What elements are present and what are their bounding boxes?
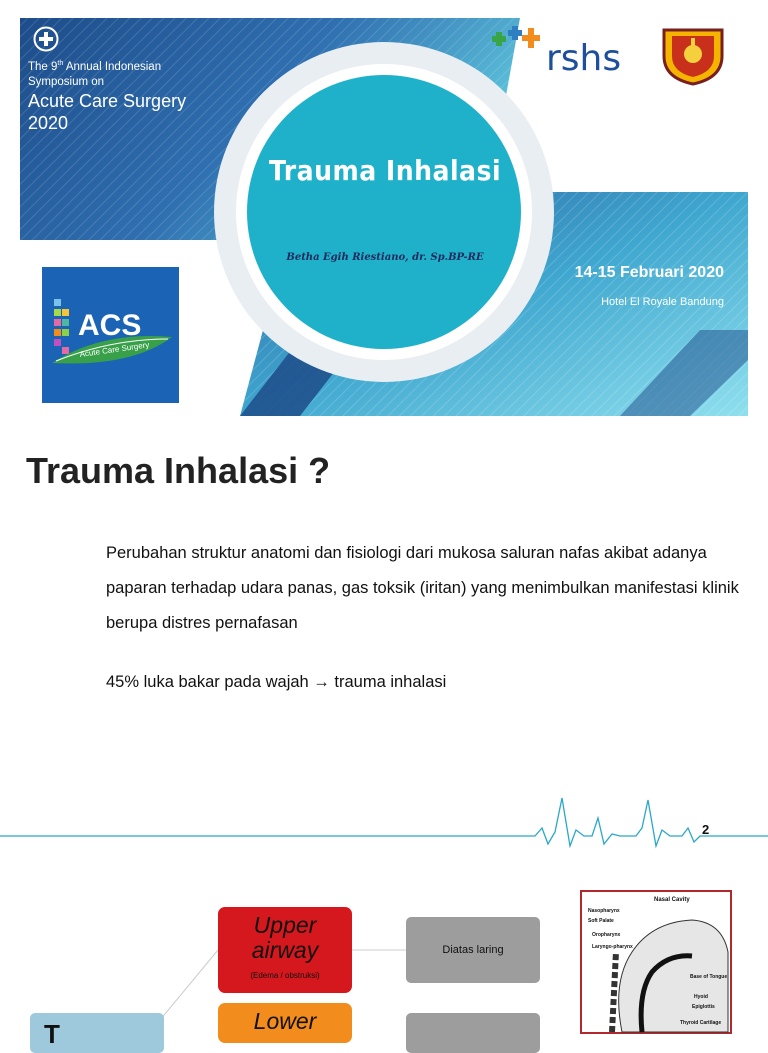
- university-seal-logo: [658, 20, 728, 86]
- svg-text:Nasopharynx: Nasopharynx: [588, 908, 620, 914]
- svg-text:Laryngo-pharynx: Laryngo-pharynx: [592, 944, 633, 950]
- above-larynx-box: Diatas laring: [406, 917, 540, 983]
- slide-heading: Trauma Inhalasi ?: [26, 450, 331, 491]
- svg-text:Oropharynx: Oropharynx: [592, 932, 621, 938]
- event-venue: Hotel El Royale Bandung: [601, 296, 724, 308]
- upper-airway-note: (Edema / obstruksi): [250, 971, 320, 980]
- upper-airway-box: [218, 907, 352, 993]
- svg-text:Epiglottis: Epiglottis: [692, 1004, 715, 1010]
- definition-slide: [0, 420, 768, 860]
- page-number: 2: [702, 822, 710, 837]
- airway-slide: [0, 860, 768, 1049]
- below-larynx-box: [406, 1013, 540, 1053]
- heartbeat-line-icon: [0, 790, 768, 850]
- lower-airway-label: Lower: [253, 1008, 317, 1034]
- lower-airway-box: [218, 1003, 352, 1043]
- svg-text:Hyoid: Hyoid: [694, 994, 708, 1000]
- svg-text:Acute Care Surgery: Acute Care Surgery: [79, 340, 150, 359]
- presenter-name: Betha Egih Riestiano, dr. Sp.BP-RE: [286, 252, 484, 263]
- event-name: Acute Care Surgery 2020: [28, 91, 187, 133]
- title-slide: [0, 0, 768, 420]
- plus-badge-icon: [33, 26, 59, 52]
- svg-text:Base of Tongue: Base of Tongue: [690, 974, 728, 980]
- svg-text:ACS: ACS: [78, 309, 142, 342]
- definition-text: Perubahan struktur anatomi dan fisiologi dari mukosa saluran nafas akibat adanya paparan terhadap udara panas, gas toksik (iritan) yang menimbulkan manifestasi klinik berupa distres pernafasan: [106, 544, 739, 632]
- svg-text:Thyroid Cartilage: Thyroid Cartilage: [680, 1020, 722, 1026]
- upper-airway-label: Upper airway: [251, 912, 319, 963]
- acs-logo: [42, 267, 179, 403]
- rshs-logo: [490, 18, 650, 78]
- airway-anatomy-illustration: [580, 890, 732, 1034]
- slide-title: Trauma Inhalasi: [268, 154, 502, 187]
- airway-root-box: T: [30, 1013, 164, 1053]
- svg-text:Nasal Cavity: Nasal Cavity: [654, 897, 690, 903]
- event-date: 14-15 Februari 2020: [574, 264, 724, 281]
- svg-text:rshs: rshs: [546, 38, 622, 79]
- event-intro: The 9th Annual Indonesian Symposium on: [28, 60, 162, 88]
- svg-text:Soft Palate: Soft Palate: [588, 918, 614, 924]
- statistic-text: 45% luka bakar pada wajah → trauma inhalasi: [106, 673, 447, 691]
